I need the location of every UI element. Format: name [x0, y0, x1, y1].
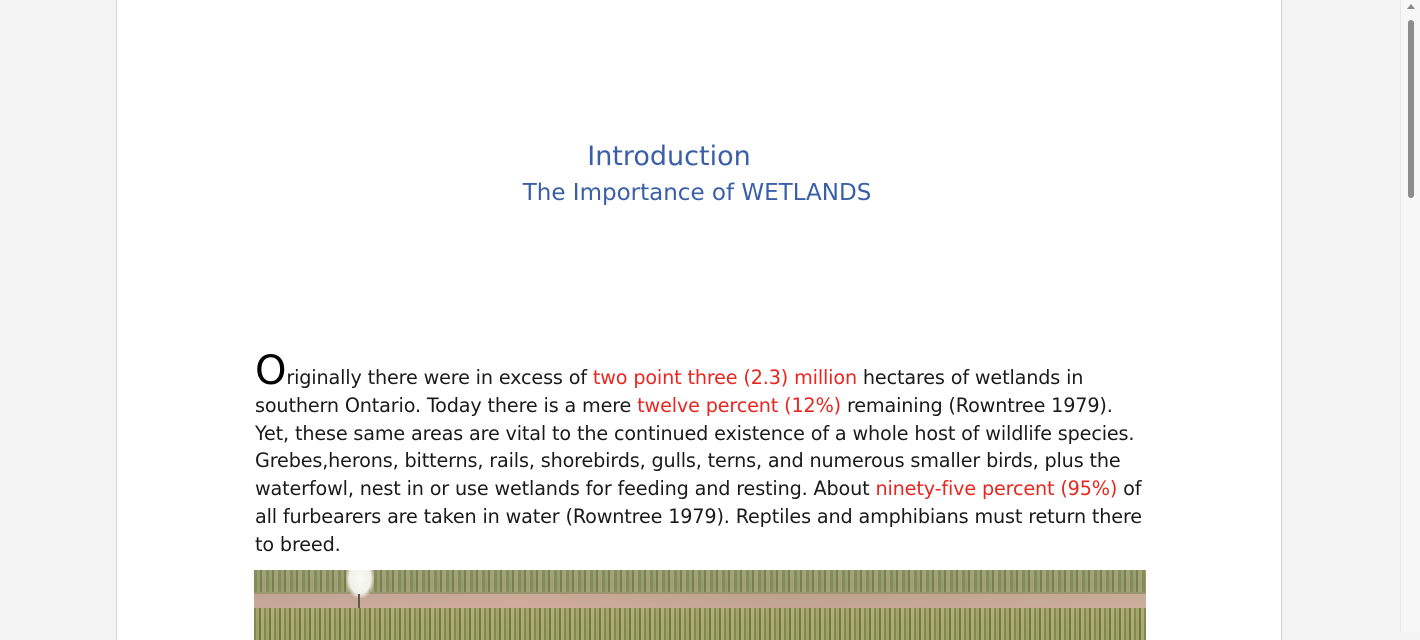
highlighted-figure: two point three (2.3) million	[592, 366, 857, 389]
intro-paragraph	[255, 348, 1147, 559]
page-title: Introduction	[587, 141, 751, 172]
scroll-up-arrow-icon[interactable]	[1407, 4, 1415, 9]
marsh-grass-near	[254, 608, 1146, 640]
page-subtitle: The Importance of WETLANDS	[522, 180, 872, 206]
text-segment: remaining (Rowntree 1979). Yet, these same areas are vital to the continued existence of a whole host of wildlife species. Grebes,herons, bitterns, rails, shorebirds, gulls, terns, and numerous smaller birds, plus the waterfowl, nest in or use wetlands for feeding and resting. About	[255, 393, 1135, 501]
drop-cap: O	[255, 348, 287, 394]
highlighted-figure: ninety-five percent (95%)	[875, 477, 1118, 501]
vertical-scrollbar[interactable]	[1400, 0, 1420, 632]
highlighted-figure: twelve percent (12%)	[637, 393, 841, 417]
scroll-thumb[interactable]	[1408, 20, 1414, 198]
text-segment: hectares of wetlands in southern Ontario. Today there is a mere	[255, 366, 1084, 417]
mudflat	[254, 594, 1146, 608]
text-segment: riginally there were in excess of	[286, 366, 593, 389]
wetland-photo	[254, 570, 1146, 640]
egret-figure	[346, 570, 374, 598]
marsh-grass-far	[254, 570, 1146, 592]
egret-leg	[358, 594, 360, 608]
document-page	[116, 0, 1282, 640]
text-segment: of all furbearers are taken in water (Rowntree 1979). Reptiles and amphibians must return there to breed.	[255, 477, 1142, 556]
